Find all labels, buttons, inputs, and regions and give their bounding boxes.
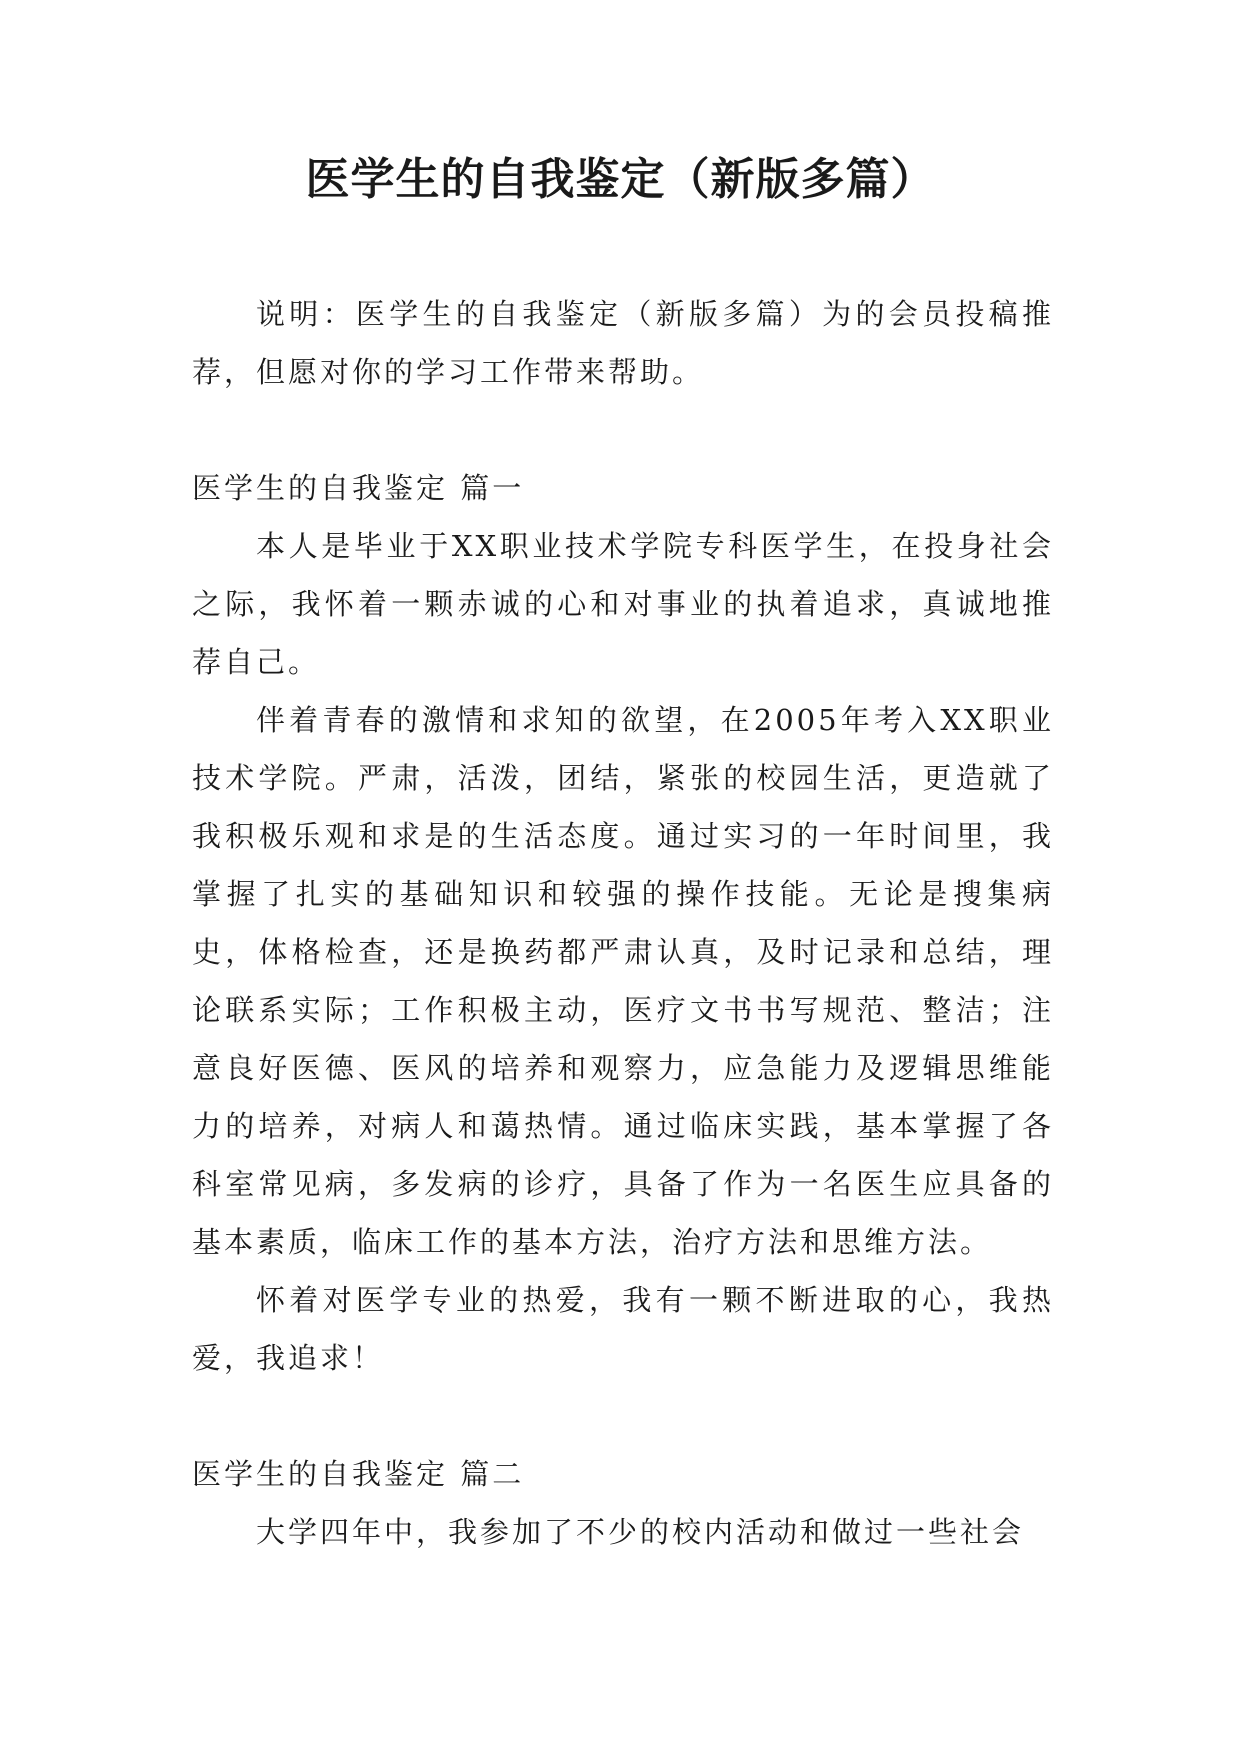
intro-paragraph: 说明：医学生的自我鉴定（新版多篇）为的会员投稿推荐，但愿对你的学习工作带来帮助。 (192, 297, 1054, 389)
section-heading: 医学生的自我鉴定 篇二 (192, 1457, 525, 1491)
body-paragraph: 怀着对医学专业的热爱，我有一颗不断进取的心，我热爱，我追求！ (192, 1283, 1054, 1375)
body-paragraph: 大学四年中，我参加了不少的校内活动和做过一些社会 (256, 1515, 1025, 1549)
spacer (192, 401, 1054, 459)
spacer (192, 1387, 1054, 1445)
body-paragraph: 本人是毕业于XX职业技术学院专科医学生，在投身社会之际，我怀着一颗赤诚的心和对事业的执着追求，真诚地推荐自己。 (192, 529, 1054, 679)
body-paragraph: 伴着青春的激情和求知的欲望，在2005年考入XX职业技术学院。严肃，活泼，团结，紧张的校园生活，更造就了我积极乐观和求是的生活态度。通过实习的一年时间里，我掌握了扎实的基础知识和较强的操作技能。无论是搜集病史，体格检查，还是换药都严肃认真，及时记录和总结，理论联系实际；工作积极主动，医疗文书书写规范、整洁；注意良好医德、医风的培养和观察力，应急能力及逻辑思维能力的培养，对病人和蔼热情。通过临床实践，基本掌握了各科室常见病，多发病的诊疗，具备了作为一名医生应具备的基本素质，临床工作的基本方法，治疗方法和思维方法。 (192, 703, 1054, 1259)
section-heading: 医学生的自我鉴定 篇一 (192, 471, 525, 505)
document-body (192, 285, 1054, 1561)
document-title: 医学生的自我鉴定（新版多篇） (305, 154, 936, 205)
